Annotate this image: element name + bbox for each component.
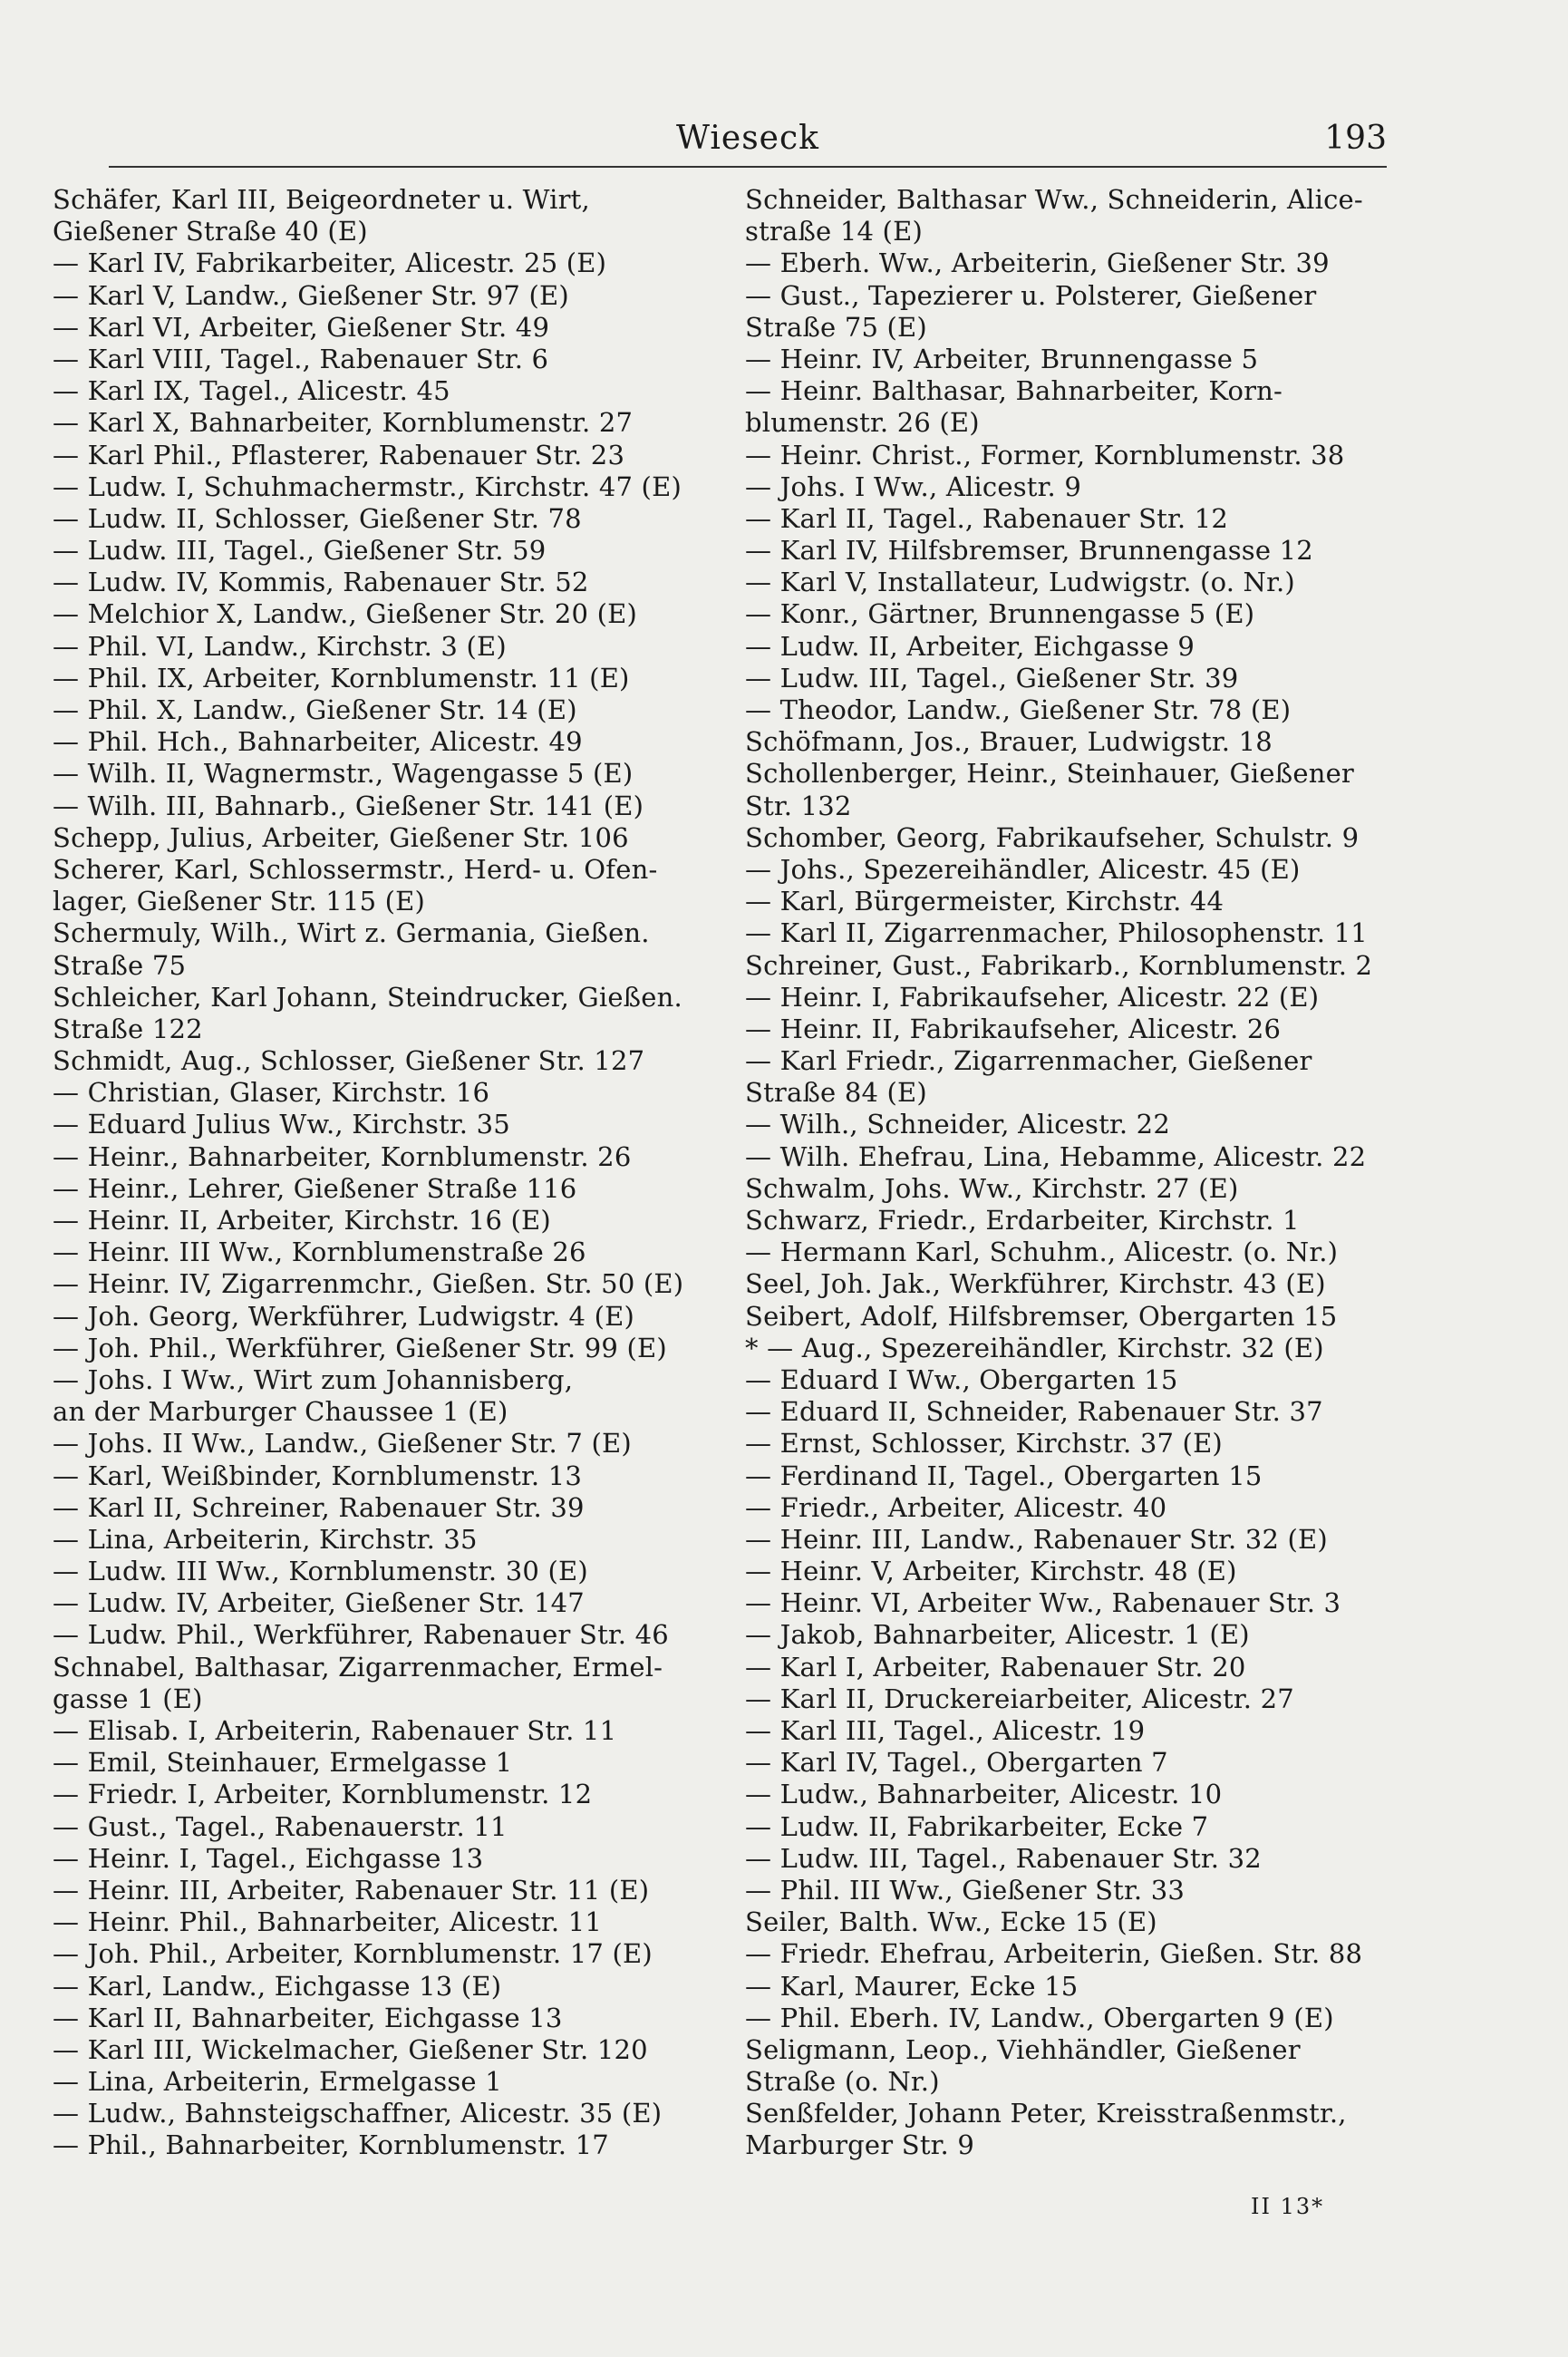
directory-entry-line: — Heinr. I, Tagel., Eichgasse 13	[53, 1842, 484, 1874]
directory-entry-line: — Eduard Julius Ww., Kirchstr. 35	[53, 1109, 510, 1140]
directory-entry-line: — Ludw. II, Arbeiter, Eichgasse 9	[745, 630, 1195, 662]
directory-entry-line: — Ludw. III Ww., Kornblumenstr. 30 (E)	[53, 1556, 588, 1587]
directory-entry-line: — Heinr. I, Fabrikaufseher, Alicestr. 22 (E)	[745, 981, 1320, 1013]
directory-entry-line: Scherer, Karl, Schlossermstr., Herd- u. Ofen-	[53, 853, 658, 885]
directory-entry-line: — Phil. III Ww., Gießener Str. 33	[745, 1874, 1186, 1906]
directory-entry-line: Straße 122	[53, 1013, 203, 1044]
directory-entry-line: — Ludw. IV, Arbeiter, Gießener Str. 147	[53, 1587, 585, 1619]
directory-entry-line: — Ludw. III, Tagel., Gießener Str. 59	[53, 535, 547, 567]
directory-entry-line: — Karl VIII, Tagel., Rabenauer Str. 6	[53, 343, 549, 374]
directory-entry-line: — Karl II, Zigarrenmacher, Philosophenstr. 11	[745, 917, 1368, 949]
directory-entry-line: Straße 84 (E)	[745, 1077, 927, 1109]
directory-entry-line: — Heinr., Lehrer, Gießener Straße 116	[53, 1172, 577, 1204]
directory-entry-line: — Johs., Spezereihändler, Alicestr. 45 (E)	[745, 853, 1301, 885]
page-title: Wieseck	[676, 120, 819, 157]
directory-entry-line: Schneider, Balthasar Ww., Schneiderin, Alice-	[745, 184, 1363, 215]
directory-entry-line: — Johs. I Ww., Alicestr. 9	[745, 470, 1082, 502]
directory-entry-line: Schwarz, Friedr., Erdarbeiter, Kirchstr. 1	[745, 1205, 1300, 1236]
directory-entry-line: — Melchior X, Landw., Gießener Str. 20 (E)	[53, 598, 637, 630]
directory-entry-line: — Friedr. Ehefrau, Arbeiterin, Gießen. Str. 88	[745, 1938, 1363, 1970]
directory-entry-line: — Wilh. II, Wagnermstr., Wagengasse 5 (E)	[53, 758, 634, 790]
directory-entry-line: — Karl, Bürgermeister, Kirchstr. 44	[745, 886, 1224, 917]
directory-entry-line: — Eduard II, Schneider, Rabenauer Str. 37	[745, 1396, 1323, 1428]
directory-entry-line: — Heinr. V, Arbeiter, Kirchstr. 48 (E)	[745, 1556, 1237, 1587]
directory-entry-line: — Karl II, Bahnarbeiter, Eichgasse 13	[53, 2002, 563, 2033]
directory-entry-line: — Hermann Karl, Schuhm., Alicestr. (o. Nr.)	[745, 1237, 1339, 1268]
directory-entry-line: — Karl V, Installateur, Ludwigstr. (o. Nr.)	[745, 567, 1295, 598]
directory-entry-line: Schäfer, Karl III, Beigeordneter u. Wirt,	[53, 184, 590, 215]
directory-entry-line: — Ludw. Phil., Werkführer, Rabenauer Str. 46	[53, 1619, 669, 1651]
directory-entry-line: — Ludw., Bahnsteigschaffner, Alicestr. 35 (E)	[53, 2098, 663, 2129]
directory-entry-line: Schollenberger, Heinr., Steinhauer, Gießener	[745, 758, 1354, 790]
directory-entry-line: — Karl III, Wickelmacher, Gießener Str. 120	[53, 2033, 648, 2065]
directory-entry-line: — Heinr. Balthasar, Bahnarbeiter, Korn-	[745, 375, 1283, 407]
directory-entry-line: — Karl IV, Fabrikarbeiter, Alicestr. 25 (E)	[53, 247, 607, 279]
directory-entry-line: — Ludw. II, Fabrikarbeiter, Ecke 7	[745, 1810, 1209, 1842]
directory-entry-line: — Heinr. Phil., Bahnarbeiter, Alicestr. 11	[53, 1906, 603, 1938]
directory-entry-line: — Heinr. II, Fabrikaufseher, Alicestr. 26	[745, 1013, 1282, 1044]
directory-entry-line: — Ernst, Schlosser, Kirchstr. 37 (E)	[745, 1428, 1223, 1460]
directory-entry-line: — Heinr. IV, Zigarrenmchr., Gießen. Str. 50 (E)	[53, 1268, 684, 1300]
directory-entry-line: blumenstr. 26 (E)	[745, 407, 980, 439]
directory-entry-line: — Karl, Weißbinder, Kornblumenstr. 13	[53, 1460, 583, 1491]
directory-entry-line: — Karl, Maurer, Ecke 15	[745, 1970, 1079, 2002]
directory-entry-line: — Phil., Bahnarbeiter, Kornblumenstr. 17	[53, 2129, 609, 2161]
directory-entry-line: Str. 132	[745, 790, 852, 821]
directory-entry-line: Senßfelder, Johann Peter, Kreisstraßenmstr.,	[745, 2098, 1347, 2129]
directory-entry-line: — Emil, Steinhauer, Ermelgasse 1	[53, 1747, 513, 1779]
directory-entry-line: — Theodor, Landw., Gießener Str. 78 (E)	[745, 694, 1292, 725]
directory-entry-line: — Heinr. VI, Arbeiter Ww., Rabenauer Str. 3	[745, 1587, 1341, 1619]
directory-entry-line: — Wilh., Schneider, Alicestr. 22	[745, 1109, 1170, 1140]
directory-entry-line: — Gust., Tapezierer u. Polsterer, Gießener	[745, 279, 1317, 311]
directory-entry-line: — Phil. Eberh. IV, Landw., Obergarten 9 (E)	[745, 2002, 1334, 2033]
right-column	[745, 184, 1390, 2162]
directory-entry-line: Schwalm, Johs. Ww., Kirchstr. 27 (E)	[745, 1172, 1239, 1204]
directory-entry-line: Schreiner, Gust., Fabrikarb., Kornblumenstr. 2	[745, 949, 1373, 981]
directory-entry-line: gasse 1 (E)	[53, 1683, 203, 1714]
directory-entry-line: — Phil. VI, Landw., Kirchstr. 3 (E)	[53, 630, 507, 662]
directory-entry-line: Seel, Joh. Jak., Werkführer, Kirchstr. 43 (E)	[745, 1268, 1326, 1300]
directory-entry-line: Seiler, Balth. Ww., Ecke 15 (E)	[745, 1906, 1157, 1938]
directory-entry-line: Schleicher, Karl Johann, Steindrucker, Gießen.	[53, 981, 682, 1013]
directory-entry-line: — Eduard I Ww., Obergarten 15	[745, 1363, 1178, 1395]
directory-entry-line: Gießener Straße 40 (E)	[53, 216, 368, 247]
directory-entry-line: — Joh. Phil., Werkführer, Gießener Str. 99 (E)	[53, 1332, 667, 1363]
directory-entry-line: — Konr., Gärtner, Brunnengasse 5 (E)	[745, 598, 1255, 630]
directory-entry-line: — Phil. X, Landw., Gießener Str. 14 (E)	[53, 694, 577, 725]
directory-entry-line: — Karl Friedr., Zigarrenmacher, Gießener	[745, 1045, 1312, 1077]
directory-entry-line: — Wilh. III, Bahnarb., Gießener Str. 141 (E)	[53, 790, 644, 821]
directory-entry-line: — Ludw. III, Tagel., Gießener Str. 39	[745, 662, 1239, 694]
directory-entry-line: — Heinr. III, Landw., Rabenauer Str. 32 (E)	[745, 1523, 1328, 1555]
directory-entry-line: Schomber, Georg, Fabrikaufseher, Schulstr. 9	[745, 821, 1360, 853]
directory-entry-line: — Ludw. II, Schlosser, Gießener Str. 78	[53, 502, 582, 534]
directory-entry-line: an der Marburger Chaussee 1 (E)	[53, 1396, 508, 1428]
directory-entry-line: — Karl IX, Tagel., Alicestr. 45	[53, 375, 450, 407]
directory-entry-line: Schnabel, Balthasar, Zigarrenmacher, Ermel-	[53, 1651, 663, 1683]
directory-entry-line: — Heinr., Bahnarbeiter, Kornblumenstr. 26	[53, 1140, 632, 1172]
directory-entry-line: — Gust., Tagel., Rabenauerstr. 11	[53, 1810, 508, 1842]
directory-entry-line: — Karl II, Tagel., Rabenauer Str. 12	[745, 502, 1229, 534]
directory-entry-line: — Ludw., Bahnarbeiter, Alicestr. 10	[745, 1779, 1223, 1810]
directory-entry-line: Seibert, Adolf, Hilfsbremser, Obergarten 15	[745, 1300, 1338, 1332]
directory-entry-line: — Heinr. Christ., Former, Kornblumenstr. 38	[745, 439, 1345, 470]
directory-entry-line: — Karl V, Landw., Gießener Str. 97 (E)	[53, 279, 569, 311]
signature-mark: II 13*	[1251, 2194, 1325, 2219]
directory-entry-line: — Karl VI, Arbeiter, Gießener Str. 49	[53, 311, 550, 343]
directory-entry-line: — Joh. Phil., Arbeiter, Kornblumenstr. 17 (E)	[53, 1938, 653, 1970]
directory-entry-line: Schermuly, Wilh., Wirt z. Germania, Gießen.	[53, 917, 650, 949]
directory-entry-line: — Jakob, Bahnarbeiter, Alicestr. 1 (E)	[745, 1619, 1250, 1651]
header-rule	[109, 166, 1387, 168]
directory-entry-line: — Karl IV, Hilfsbremser, Brunnengasse 12	[745, 535, 1313, 567]
directory-entry-line: — Elisab. I, Arbeiterin, Rabenauer Str. 11	[53, 1715, 617, 1746]
directory-entry-line: — Ferdinand II, Tagel., Obergarten 15	[745, 1460, 1263, 1491]
directory-entry-line: — Friedr. I, Arbeiter, Kornblumenstr. 12	[53, 1779, 593, 1810]
directory-entry-line: — Karl Phil., Pflasterer, Rabenauer Str. 23	[53, 439, 625, 470]
directory-entry-line: — Karl IV, Tagel., Obergarten 7	[745, 1747, 1168, 1779]
directory-entry-line: lager, Gießener Str. 115 (E)	[53, 886, 426, 917]
directory-entry-line: — Joh. Georg, Werkführer, Ludwigstr. 4 (E)	[53, 1300, 635, 1332]
directory-entry-line: — Lina, Arbeiterin, Ermelgasse 1	[53, 2066, 502, 2098]
directory-entry-line: — Eberh. Ww., Arbeiterin, Gießener Str. 39	[745, 247, 1330, 279]
directory-entry-line: — Karl I, Arbeiter, Rabenauer Str. 20	[745, 1651, 1246, 1683]
directory-entry-line: — Karl III, Tagel., Alicestr. 19	[745, 1715, 1146, 1746]
directory-entry-line: Seligmann, Leop., Viehhändler, Gießener	[745, 2033, 1301, 2065]
directory-entry-line: — Phil. Hch., Bahnarbeiter, Alicestr. 49	[53, 726, 583, 758]
directory-entry-line: — Heinr. III, Arbeiter, Rabenauer Str. 11 (E)	[53, 1874, 650, 1906]
page-number: 193	[1324, 120, 1387, 157]
directory-entry-line: — Ludw. IV, Kommis, Rabenauer Str. 52	[53, 567, 589, 598]
directory-entry-line: * — Aug., Spezereihändler, Kirchstr. 32 (E)	[745, 1332, 1324, 1363]
directory-entry-line: — Friedr., Arbeiter, Alicestr. 40	[745, 1491, 1167, 1523]
directory-entry-line: — Lina, Arbeiterin, Kirchstr. 35	[53, 1523, 478, 1555]
directory-entry-line: — Phil. IX, Arbeiter, Kornblumenstr. 11 (E)	[53, 662, 630, 694]
directory-entry-line: — Johs. II Ww., Landw., Gießener Str. 7 (E)	[53, 1428, 632, 1460]
directory-entry-line: — Heinr. III Ww., Kornblumenstraße 26	[53, 1237, 586, 1268]
directory-entry-line: — Johs. I Ww., Wirt zum Johannisberg,	[53, 1363, 574, 1395]
directory-entry-line: — Karl X, Bahnarbeiter, Kornblumenstr. 27	[53, 407, 634, 439]
directory-entry-line: Schöfmann, Jos., Brauer, Ludwigstr. 18	[745, 726, 1273, 758]
directory-entry-line: — Heinr. II, Arbeiter, Kirchstr. 16 (E)	[53, 1205, 551, 1236]
directory-entry-line: Straße 75	[53, 949, 187, 981]
directory-entry-line: — Heinr. IV, Arbeiter, Brunnengasse 5	[745, 343, 1259, 374]
directory-entry-line: straße 14 (E)	[745, 216, 923, 247]
directory-entry-line: Marburger Str. 9	[745, 2129, 975, 2161]
directory-entry-line: Straße 75 (E)	[745, 311, 927, 343]
directory-entry-line: — Wilh. Ehefrau, Lina, Hebamme, Alicestr. 22	[745, 1140, 1367, 1172]
left-column	[53, 184, 698, 2162]
directory-entry-line: — Karl II, Schreiner, Rabenauer Str. 39	[53, 1491, 585, 1523]
directory-entry-line: Schmidt, Aug., Schlosser, Gießener Str. 127	[53, 1045, 645, 1077]
directory-entry-line: — Ludw. III, Tagel., Rabenauer Str. 32	[745, 1842, 1262, 1874]
directory-entry-line: Schepp, Julius, Arbeiter, Gießener Str. 106	[53, 821, 629, 853]
directory-entry-line: Straße (o. Nr.)	[745, 2066, 940, 2098]
directory-entry-line: — Karl, Landw., Eichgasse 13 (E)	[53, 1970, 502, 2002]
directory-entry-line: — Ludw. I, Schuhmachermstr., Kirchstr. 47 (E)	[53, 470, 682, 502]
directory-entry-line: — Christian, Glaser, Kirchstr. 16	[53, 1077, 490, 1109]
directory-entry-line: — Karl II, Druckereiarbeiter, Alicestr. 27	[745, 1683, 1294, 1714]
